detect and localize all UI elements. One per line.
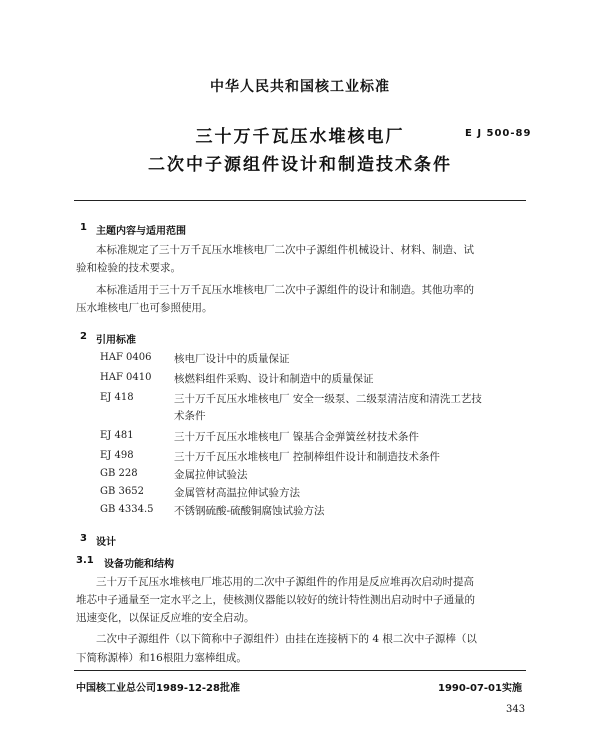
section-1-paragraph-2-line-1: 本标准适用于三十万千瓦压水堆核电厂二次中子源组件的设计和制造。其他功率的 bbox=[96, 284, 474, 296]
reference-title-continued: 术条件 bbox=[174, 410, 206, 422]
document-title-line-2: 二次中子源组件设计和制造技术条件 bbox=[148, 155, 452, 175]
reference-title: 三十万千瓦压水堆核电厂 安全一级泵、二级泵清洁度和清洗工艺技 bbox=[174, 393, 482, 405]
reference-code: EJ 498 bbox=[100, 450, 134, 461]
section-3-paragraph-2-line-2: 下简称源棒）和16根阻力塞棒组成。 bbox=[76, 652, 247, 664]
reference-title: 核电厂设计中的质量保证 bbox=[174, 353, 290, 365]
standard-code: E J 500-89 bbox=[465, 128, 532, 139]
reference-title: 不锈钢硫酸-硫酸铜腐蚀试验方法 bbox=[174, 505, 325, 517]
header-rule bbox=[74, 200, 526, 201]
subsection-3-1-number: 3.1 bbox=[76, 555, 94, 566]
section-1-paragraph-1-line-1: 本标准规定了三十万千瓦压水堆核电厂二次中子源组件机械设计、材料、制造、试 bbox=[96, 244, 474, 256]
document-title-line-1: 三十万千瓦压水堆核电厂 bbox=[195, 127, 405, 147]
reference-title: 金属拉伸试验法 bbox=[174, 469, 248, 481]
reference-code: GB 228 bbox=[100, 468, 138, 479]
reference-code: GB 3652 bbox=[100, 486, 144, 497]
section-3-number: 3 bbox=[80, 533, 87, 544]
standard-name: 中华人民共和国核工业标准 bbox=[210, 79, 390, 95]
reference-title: 金属管材高温拉伸试验方法 bbox=[174, 487, 300, 499]
section-2-number: 2 bbox=[80, 331, 87, 342]
reference-title: 三十万千瓦压水堆核电厂 镍基合金弹簧丝材技术条件 bbox=[174, 431, 419, 443]
reference-code: EJ 481 bbox=[100, 430, 134, 441]
reference-code: HAF 0410 bbox=[100, 372, 152, 383]
section-3-paragraph-1-line-3: 迅速变化，以保证反应堆的安全启动。 bbox=[76, 612, 255, 624]
implementation-date: 1990-07-01实施 bbox=[438, 683, 522, 694]
section-1-paragraph-2-line-2: 压水堆核电厂也可参照使用。 bbox=[76, 302, 213, 314]
page-number: 343 bbox=[506, 704, 526, 715]
section-1-number: 1 bbox=[80, 222, 87, 233]
section-3-paragraph-1-line-1: 三十万千瓦压水堆核电厂堆芯用的二次中子源组件的作用是反应堆再次启动时提高 bbox=[96, 576, 474, 588]
approval-date: 中国核工业总公司1989-12-28批准 bbox=[76, 683, 240, 694]
reference-title: 核燃料组件采购、设计和制造中的质量保证 bbox=[174, 373, 374, 385]
reference-title: 三十万千瓦压水堆核电厂 控制棒组件设计和制造技术条件 bbox=[174, 451, 440, 463]
section-2-title: 引用标准 bbox=[96, 335, 136, 346]
reference-code: HAF 0406 bbox=[100, 352, 152, 363]
section-3-paragraph-2-line-1: 二次中子源组件（以下简称中子源组件）由挂在连接柄下的 4 根二次中子源棒（以 bbox=[96, 633, 477, 645]
footer-rule bbox=[74, 670, 526, 671]
section-1-paragraph-1-line-2: 验和检验的技术要求。 bbox=[76, 262, 181, 274]
reference-code: GB 4334.5 bbox=[100, 504, 154, 515]
reference-code: EJ 418 bbox=[100, 392, 134, 403]
section-3-paragraph-1-line-2: 堆芯中子通量至一定水平之上，使核测仪器能以较好的统计特性测出启动时中子通量的 bbox=[76, 594, 475, 606]
section-1-title: 主题内容与适用范围 bbox=[96, 226, 186, 237]
subsection-3-1-title: 设备功能和结构 bbox=[104, 559, 174, 570]
section-3-title: 设计 bbox=[96, 537, 116, 548]
